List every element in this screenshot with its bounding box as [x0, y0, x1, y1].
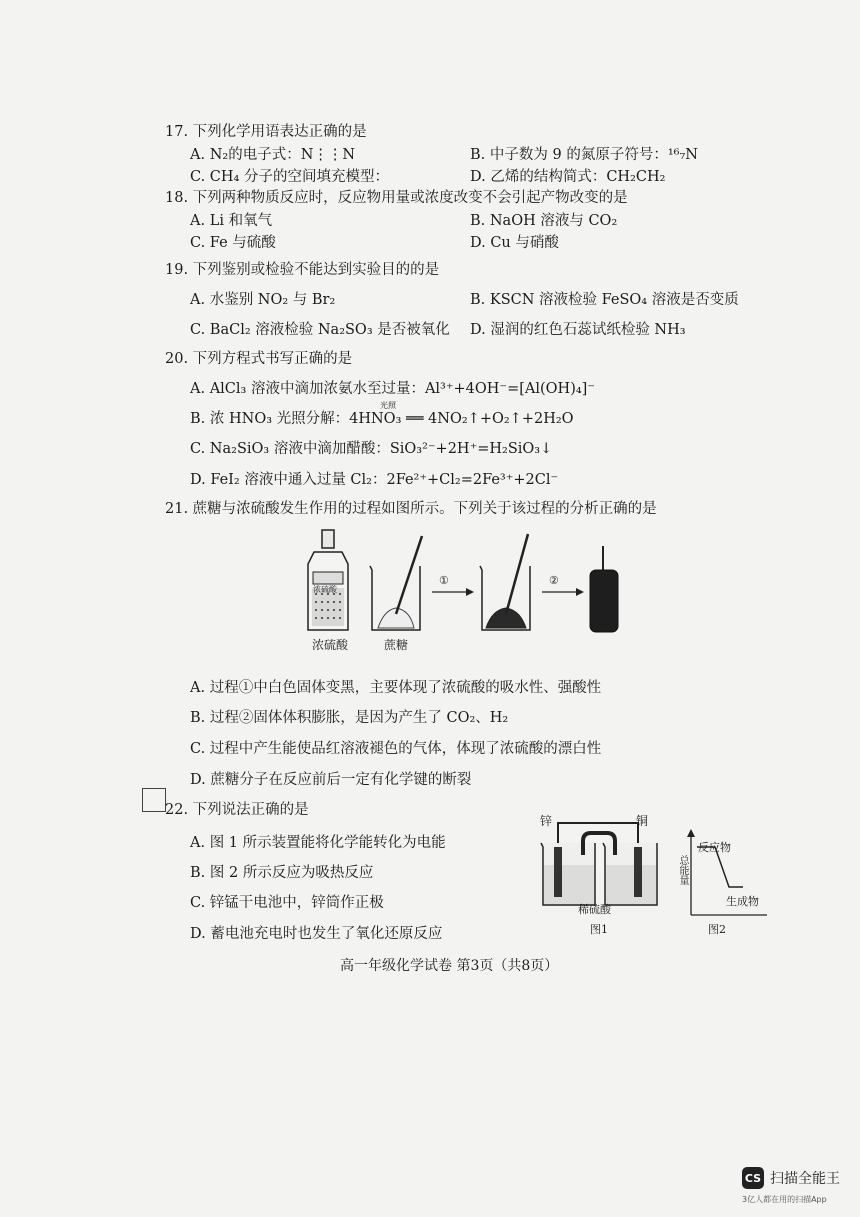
beaker-sugar-icon [370, 536, 422, 630]
question-17-stem: 17. 下列化学用语表达正确的是 [165, 124, 367, 140]
question-20-option-b: B. 浓 HNO₃ 光照分解：4HNO₃ ══ 4NO₂↑+O₂↑+2H₂O [190, 411, 574, 427]
copper-electrode-label: 铜 [636, 814, 649, 828]
step-1-label: ① [439, 574, 449, 587]
question-19-option-d: D. 湿润的红色石蕊试纸检验 NH₃ [470, 322, 686, 338]
zinc-electrode-label: 锌 [540, 814, 553, 828]
question-19-option-b: B. KSCN 溶液检验 FeSO₄ 溶液是否变质 [470, 292, 739, 308]
question-21-option-b: B. 过程②固体体积膨胀，是因为产生了 CO₂、H₂ [190, 710, 509, 726]
question-22-option-b: B. 图 2 所示反应为吸热反应 [190, 865, 374, 881]
question-22-option-a: A. 图 1 所示装置能将化学能转化为电能 [190, 835, 446, 851]
question-21-option-a: A. 过程①中白色固体变黑，主要体现了浓硫酸的吸水性、强酸性 [190, 680, 602, 696]
question-18-option-c: C. Fe 与硫酸 [190, 235, 276, 251]
question-19-stem: 19. 下列鉴别或检验不能达到实验目的的是 [165, 262, 440, 278]
question-20-option-c: C. Na₂SiO₃ 溶液中滴加醋酸：SiO₃²⁻+2H⁺=H₂SiO₃↓ [190, 441, 553, 457]
watermark-tagline: 3亿人都在用的扫描App [742, 1195, 827, 1204]
product-label: 生成物 [726, 895, 759, 908]
energy-axis-label: 总能量 [677, 855, 688, 885]
step-1-arrow-icon [432, 588, 474, 596]
figure-2-caption: 图2 [708, 923, 726, 936]
question-18-option-a: A. Li 和氧气 [190, 213, 273, 229]
question-22-stem: 22. 下列说法正确的是 [165, 802, 309, 818]
question-22-option-c: C. 锌锰干电池中，锌筒作正极 [190, 895, 384, 911]
scanner-watermark [742, 1167, 840, 1189]
acid-bottle-icon [308, 530, 348, 630]
acid-caption: 浓硫酸 [312, 638, 349, 652]
question-21-option-d: D. 蔗糖分子在反应前后一定有化学键的断裂 [190, 772, 472, 788]
sugar-acid-figure [300, 522, 660, 647]
question-20-stem: 20. 下列方程式书写正确的是 [165, 351, 353, 367]
margin-mark [142, 788, 166, 812]
question-19-option-c: C. BaCl₂ 溶液检验 Na₂SO₃ 是否被氧化 [190, 322, 450, 338]
question-18-option-d: D. Cu 与硝酸 [470, 235, 559, 251]
figure-1-caption: 图1 [590, 923, 608, 936]
expanded-carbon-icon [590, 546, 618, 632]
step-2-label: ② [549, 574, 559, 587]
question-17-option-d: D. 乙烯的结构简式：CH₂CH₂ [470, 169, 666, 185]
question-17-option-c: C. CH₄ 分子的空间填充模型： [190, 169, 389, 185]
question-21-stem: 21. 蔗糖与浓硫酸发生作用的过程如图所示。下列关于该过程的分析正确的是 [165, 501, 657, 517]
question-17-option-a: A. N₂的电子式：N⋮⋮N [190, 147, 356, 163]
question-20-option-d: D. FeI₂ 溶液中通入过量 Cl₂：2Fe²⁺+Cl₂=2Fe³⁺+2Cl⁻ [190, 472, 559, 488]
electrolyte-label: 稀硫酸 [578, 903, 611, 916]
arrow-condition-label: 光照 [380, 401, 396, 410]
question-17-option-b: B. 中子数为 9 的氮原子符号：¹⁶₇N [470, 147, 698, 163]
question-18-option-b: B. NaOH 溶液与 CO₂ [470, 213, 618, 229]
page-footer: 高一年级化学试卷 第3页（共8页） [340, 958, 559, 974]
question-22-option-d: D. 蓄电池充电时也发生了氧化还原反应 [190, 926, 443, 942]
bottle-label: 浓硫酸 [313, 585, 337, 594]
camscanner-logo-icon: CS [742, 1167, 764, 1189]
sugar-caption: 蔗糖 [384, 638, 409, 652]
step-2-arrow-icon [542, 588, 584, 596]
watermark-app-name: 扫描全能王 [770, 1171, 840, 1187]
question-21-option-c: C. 过程中产生能使品红溶液褪色的气体，体现了浓硫酸的漂白性 [190, 741, 602, 757]
beaker-blackened-icon [480, 534, 530, 630]
reactant-label: 反应物 [698, 841, 731, 854]
question-19-option-a: A. 水鉴别 NO₂ 与 Br₂ [190, 292, 336, 308]
question-18-stem: 18. 下列两种物质反应时，反应物用量或浓度改变不会引起产物改变的是 [165, 190, 628, 206]
question-20-option-a: A. AlCl₃ 溶液中滴加浓氨水至过量：Al³⁺+4OH⁻=[Al(OH)₄]⁻ [190, 381, 595, 397]
